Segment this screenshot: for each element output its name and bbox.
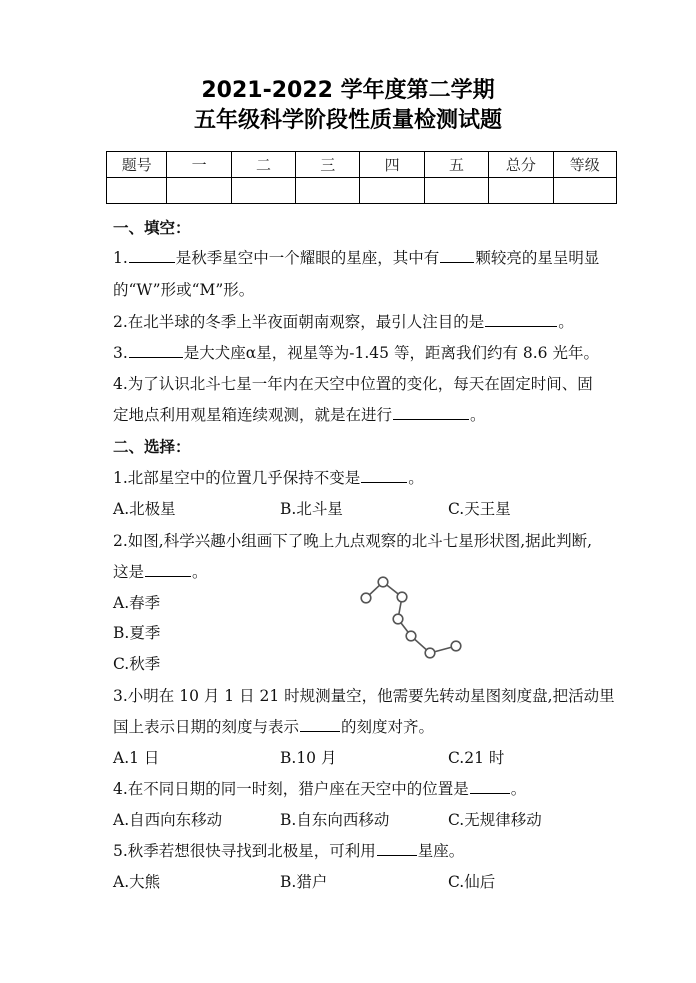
question-2-3-cont xyxy=(113,717,434,737)
score-entry-cell[interactable] xyxy=(296,178,360,204)
question-text: 。 xyxy=(510,780,527,798)
option-b[interactable]: B.猎户 xyxy=(280,873,328,891)
option-a[interactable]: A.北极星 xyxy=(113,500,176,518)
answer-blank[interactable] xyxy=(377,841,417,856)
question-text: 是秋季星空中一个耀眼的星座，其中有 xyxy=(175,249,440,267)
question-text: 1.北部星空中的位置几乎保持不变是 xyxy=(113,469,361,487)
answer-blank[interactable] xyxy=(300,717,340,732)
question-1-2 xyxy=(113,312,574,332)
section-heading-choice: 二、选择： xyxy=(113,438,191,456)
question-2-3: 3.小明在 10 月 1 日 21 时规测量空，他需要先转动星图刻度盘,把活动里 xyxy=(113,687,615,705)
answer-blank[interactable] xyxy=(470,779,510,794)
answer-blank[interactable] xyxy=(485,312,557,327)
exam-title: 五年级科学阶段性质量检测试题 xyxy=(193,108,502,133)
score-table xyxy=(106,151,617,204)
option-b[interactable]: B.10 月 xyxy=(280,749,337,767)
option-a[interactable]: A.自西向东移动 xyxy=(113,811,223,829)
question-text: 这是 xyxy=(113,563,145,581)
option-a[interactable]: A.大熊 xyxy=(113,873,161,891)
score-entry-cell[interactable] xyxy=(489,178,553,204)
question-text: 。 xyxy=(192,563,208,581)
score-table-header-row xyxy=(107,152,617,178)
option-c[interactable]: C.仙后 xyxy=(448,873,496,891)
star-icon xyxy=(393,614,403,624)
question-text: 5.秋季若想很快寻找到北极星，可利用 xyxy=(113,842,376,860)
question-number: 1. xyxy=(113,249,128,267)
score-header-cell: 五 xyxy=(424,152,488,178)
question-text: 定地点利用观星箱连续观测，就是在进行 xyxy=(113,406,393,424)
star-icon xyxy=(451,641,461,651)
question-2-2-cont xyxy=(113,562,208,582)
section-heading-fill-in: 一、填空： xyxy=(113,219,191,237)
question-1-3 xyxy=(113,343,599,363)
option-a[interactable]: A.1 日 xyxy=(113,749,160,767)
score-header-cell: 三 xyxy=(296,152,360,178)
question-1-1 xyxy=(113,248,599,268)
answer-blank[interactable] xyxy=(440,248,474,263)
star-icon xyxy=(425,648,435,658)
question-2-1 xyxy=(113,468,424,488)
star-icon xyxy=(361,593,371,603)
score-table-entry-row xyxy=(107,178,617,204)
question-text: 国上表示日期的刻度与表示 xyxy=(113,718,300,736)
question-text: 星座。 xyxy=(417,842,465,860)
answer-blank[interactable] xyxy=(129,343,183,358)
option-b[interactable]: B.北斗星 xyxy=(280,500,343,518)
question-text: 2.在北半球的冬季上半夜面朝南观察，最引人注目的是 xyxy=(113,313,485,331)
score-header-cell: 等级 xyxy=(553,152,616,178)
option-c[interactable]: C.天王星 xyxy=(448,500,511,518)
option-a[interactable]: A.春季 xyxy=(113,594,161,612)
question-text: 4.在不同日期的同一时刻，猎户座在天空中的位置是 xyxy=(113,780,469,798)
option-c[interactable]: C.秋季 xyxy=(113,655,161,673)
option-b[interactable]: B.夏季 xyxy=(113,624,161,642)
score-entry-cell[interactable] xyxy=(553,178,616,204)
score-entry-cell[interactable] xyxy=(231,178,295,204)
question-text: 颗较亮的星呈明显 xyxy=(475,249,600,267)
question-text: 。 xyxy=(558,313,574,331)
score-entry-cell[interactable] xyxy=(360,178,424,204)
score-header-cell: 四 xyxy=(360,152,424,178)
star-icon xyxy=(397,592,407,602)
score-header-cell: 一 xyxy=(167,152,231,178)
answer-blank[interactable] xyxy=(393,405,469,420)
star-icon xyxy=(406,631,416,641)
score-entry-cell[interactable] xyxy=(167,178,231,204)
option-b[interactable]: B.自东向西移动 xyxy=(280,811,390,829)
option-c[interactable]: C.无规律移动 xyxy=(448,811,542,829)
star-icon xyxy=(378,577,388,587)
answer-blank[interactable] xyxy=(129,248,175,263)
answer-blank[interactable] xyxy=(361,468,407,483)
question-1-4-cont xyxy=(113,405,486,425)
question-number: 3. xyxy=(113,344,128,362)
question-text: 。 xyxy=(408,469,424,487)
score-header-cell: 二 xyxy=(231,152,295,178)
answer-blank[interactable] xyxy=(145,562,191,577)
question-2-5 xyxy=(113,841,464,861)
question-2-2: 2.如图,科学兴趣小组画下了晚上九点观察的北斗七星形状图,据此判断, xyxy=(113,532,593,550)
question-1-1-cont: 的“W”形或“M”形。 xyxy=(113,281,255,299)
question-1-4: 4.为了认识北斗七星一年内在天空中位置的变化，每天在固定时间、固 xyxy=(113,375,593,393)
question-text: 是大犬座α星，视星等为-1.45 等，距离我们约有 8.6 光年。 xyxy=(183,344,599,362)
score-entry-cell[interactable] xyxy=(424,178,488,204)
big-dipper-diagram xyxy=(355,572,465,662)
option-c[interactable]: C.21 时 xyxy=(448,749,505,767)
score-entry-cell[interactable] xyxy=(107,178,167,204)
score-header-cell: 总分 xyxy=(489,152,553,178)
question-text: 的刻度对齐。 xyxy=(341,718,435,736)
question-2-4 xyxy=(113,779,526,799)
question-text: 。 xyxy=(470,406,486,424)
exam-title-year: 2021-2022 学年度第二学期 xyxy=(201,78,495,103)
score-header-cell: 题号 xyxy=(107,152,167,178)
